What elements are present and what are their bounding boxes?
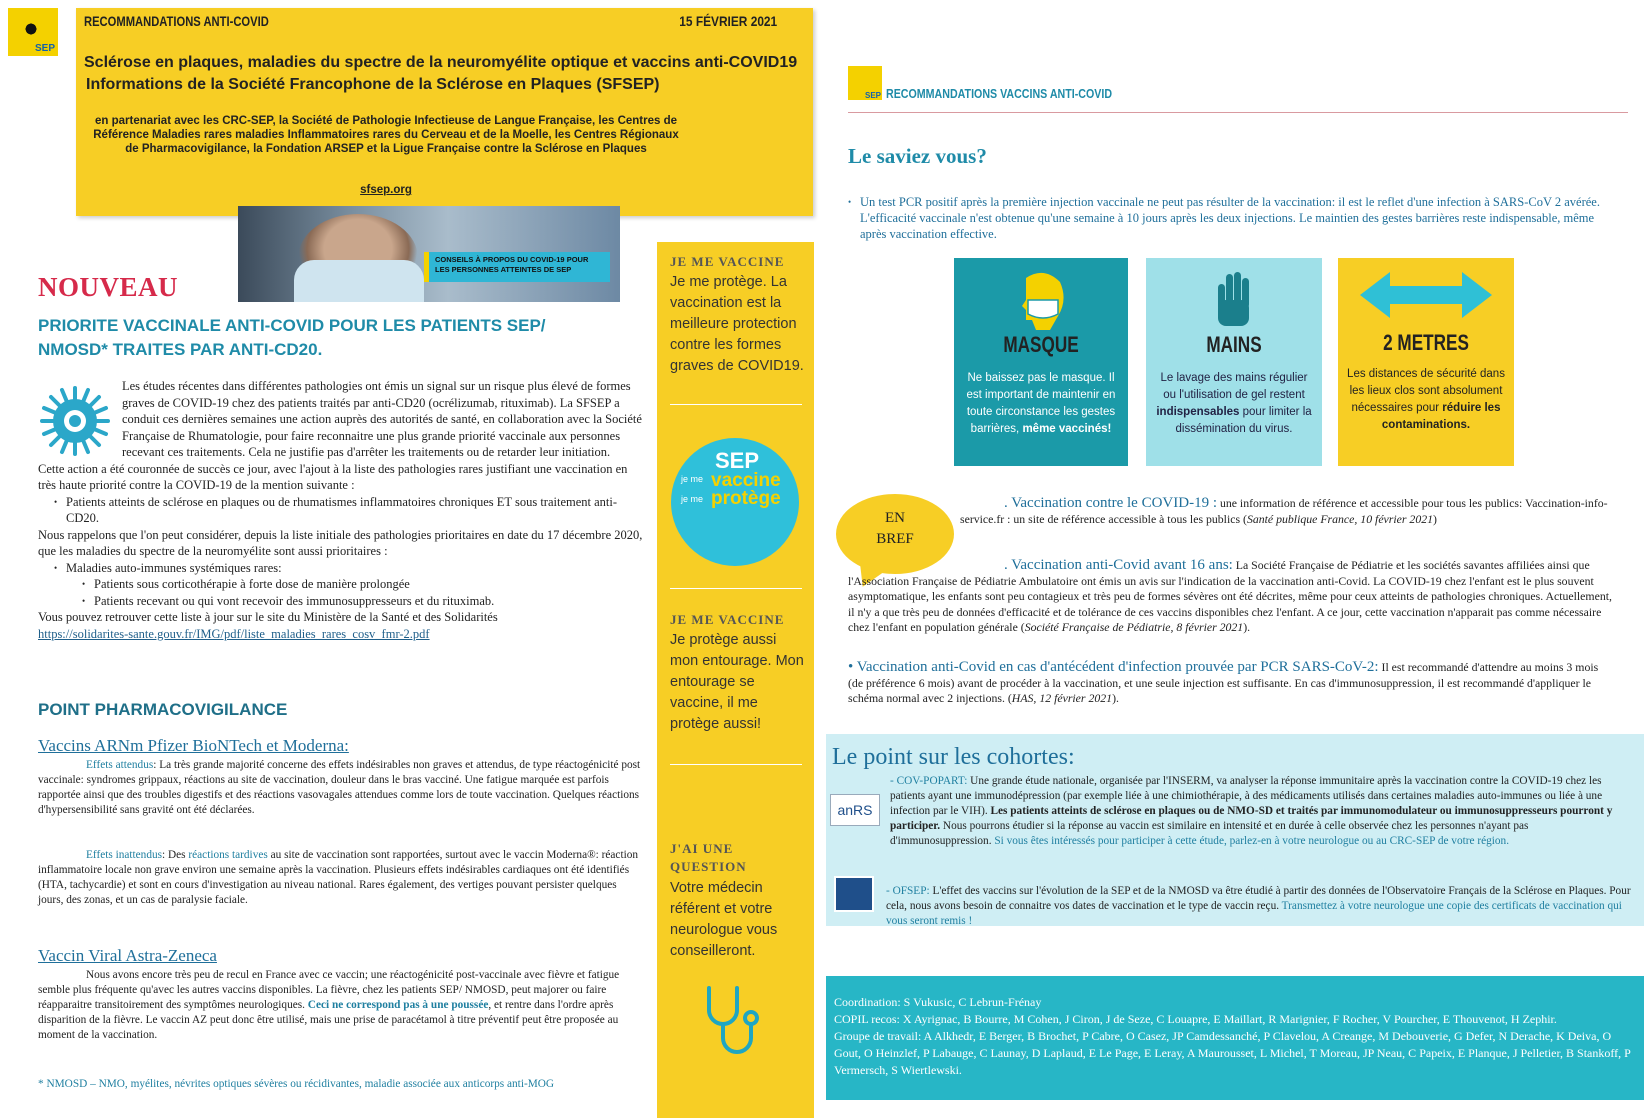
unexpected-text-a: : Des bbox=[162, 849, 189, 861]
az-title: Vaccin Viral Astra-Zeneca bbox=[38, 946, 217, 965]
footnote: * NMOSD – NMO, myélites, névrites optiques sévères ou récidivantes, maladie associée aux anticorps anti-MOG bbox=[38, 1078, 555, 1090]
sun-logo-icon bbox=[14, 12, 48, 46]
arnm-expected bbox=[38, 758, 643, 818]
card-masque bbox=[954, 258, 1128, 466]
saviez-title: Le saviez vous? bbox=[848, 144, 987, 168]
ofsep-text bbox=[886, 884, 1638, 929]
copil-line: COPIL recos: X Ayrignac, B Bourre, M Cohen, J Ciron, J de Seze, C Louapre, E Maillart, R Marignier, F Rocher, V Pourcher, E Thouvenot, H Zephir. bbox=[834, 1012, 1557, 1026]
card-desc-a: Les distances de sécurité dans les lieux clos sont absolument nécessaires pour bbox=[1347, 368, 1505, 414]
card-desc-masque bbox=[962, 370, 1120, 438]
az-text bbox=[38, 968, 643, 1043]
para-studies: Les études récentes dans différentes pathologies ont émis un signal sur un risque plus élevé de formes graves de COVID-19 chez des patients traités par anti-CD20 (ocrélizumab, rituximab). La SFSEP a conduit ces dernières semaines une action auprès des autorités de santé, en collaboration avec la Société Française de Rhumatologie, pour faire reconnaitre une plus grande priorité vaccinale aux personnes recevant ces traitements. Cela ne justifie pas d'arrêter les traitements ou de retarder leur initiation. bbox=[122, 379, 642, 459]
mask-face-icon bbox=[1010, 270, 1072, 332]
az-text-a: Nous avons encore très peu de recul en France avec ce vaccin; une réactogénicité post-vaccinale avec fièvre et fatigue semble plus fréquente qu'avec les autres vaccins disponibles. La fièvre, chez les patients SEP/ NMOSD, peut majorer ou faire réapparaitre transitoirement des symptômes neurologiques. bbox=[38, 969, 620, 1011]
sub-bullet-1: • Patients sous corticothérapie à forte dose de manière prolongée bbox=[80, 576, 643, 593]
para-list: Vous pouvez retrouver cette liste à jour sur le site du Ministère de la Santé et des Solidarités bbox=[38, 610, 498, 624]
card-desc-b: même vaccinés! bbox=[1022, 423, 1112, 435]
logo-text-small: SEP bbox=[864, 91, 881, 100]
bref-item-2: . Vaccination anti-Covid avant 16 ans: La Société Française de Pédiatrie et les sociétés savantes affiliées ainsi que l'Association Française de Pédiatrie Ambulatoire ont émis un avis sur l'indication de la vaccination anti-Covid. La COVID-19 chez l'enfant est le plus souvent asymptomatique, les enfants sont peu contagieux et très peu de formes sévères ont été décrites, même pour ceux atteints de pathologies chroniques. Actuellement, il n'y a que très peu de données d'efficacité et de tolérance de ces vaccins disponibles chez l'enfant. A ce jour, cette vaccination n'apparait pas comme nécessaire chez l'enfant en population générale (Société Française de Pédiatrie, 8 février 2021). bbox=[848, 557, 1612, 634]
card-desc-b: réduire les contaminations. bbox=[1381, 402, 1501, 431]
credits-box bbox=[826, 976, 1644, 1100]
bubble-line-2: BREF bbox=[876, 531, 914, 547]
bullet-sep: • Patients atteints de sclérose en plaques ou de rhumatismes inflammatoires chroniques ET sous traitement anti-CD20. bbox=[52, 494, 643, 527]
sidebar-column bbox=[657, 242, 814, 1118]
bref-1-source: Santé publique France, 10 février 2021 bbox=[1246, 511, 1434, 526]
card-title-2-metres: 2 METRES bbox=[1383, 330, 1469, 355]
card-desc-a: Le lavage des mains régulier ou l'utilisation de gel restent bbox=[1160, 372, 1308, 401]
cohort-title: Le point sur les cohortes: bbox=[832, 744, 1075, 770]
bref-item-3: • Vaccination anti-Covid en cas d'antécédent d'infection prouvée par PCR SARS-CoV-2: Il est recommandé d'attendre au moins 3 mois (de préférence 6 mois) avant de procéder à la vaccination, et une seule injection est suffisante. En cas d'immunosuppression, il est recommandé d'appliquer le schéma normal avec 2 injections. (HAS, 12 février 2021). bbox=[848, 659, 1599, 705]
bref-2-head: . Vaccination anti-Covid avant 16 ans: bbox=[1004, 557, 1233, 573]
pharma-title: POINT PHARMACOVIGILANCE bbox=[38, 700, 288, 719]
ofsep-label: - OFSEP: bbox=[886, 885, 930, 897]
cov-popart-text bbox=[890, 774, 1632, 849]
cov-popart-label: - COV-POPART: bbox=[890, 775, 968, 787]
header-label: RECOMMANDATIONS ANTI-COVID bbox=[84, 13, 269, 29]
para-success: Cette action a été couronnée de succès ce jour, avec l'ajout à la liste des pathologies rares justifiant une vaccination en très haute priorité contre la COVID-19 de la mention suivante : bbox=[38, 461, 628, 492]
doc-title: Sclérose en plaques, maladies du spectre de la neuromyélite optique et vaccins anti-COVID19 bbox=[84, 54, 798, 71]
cov-popart-b: Les patients atteints de sclérose en plaques ou de NMO-SD et traités par immunomodulateur ou immunosuppresseurs pourront y participer. bbox=[890, 805, 1613, 832]
bref-1-body: une information de référence et accessible pour tous les publics: Vaccination-info-service.fr : un site de référence accessible à tous les publics ( bbox=[960, 496, 1608, 526]
card-title-masque: MASQUE bbox=[1003, 332, 1079, 357]
arnm-unexpected bbox=[38, 848, 643, 908]
sidebar-text-1: Je me protège. La vaccination est la meilleure protection contre les formes graves de COVID19. bbox=[670, 274, 804, 374]
card-desc-a: Ne baissez pas le masque. Il est important de maintenir en toute circonstance les gestes barrières, bbox=[966, 372, 1116, 435]
header-date: 15 FÉVRIER 2021 bbox=[679, 13, 777, 29]
card-desc-c: pour limiter la dissémination du virus. bbox=[1175, 406, 1312, 435]
double-arrow-icon bbox=[1360, 272, 1492, 318]
sidebar-text-3: Votre médecin référent et votre neurologue vous conseilleront. bbox=[670, 880, 778, 959]
bubble-line-1: EN bbox=[885, 510, 905, 526]
cov-popart-c: Nous pourrons étudier si la réponse au vaccin est similaire en intensité et en durée à celle observée chez les personnes n'ayant pas d'immunosuppression. bbox=[890, 820, 1529, 847]
bref-3-head: • Vaccination anti-Covid en cas d'antécédent d'infection prouvée par PCR SARS-CoV-2: bbox=[848, 659, 1379, 675]
mask-image bbox=[294, 260, 424, 302]
bref-1-head: . Vaccination contre le COVID-19 : bbox=[1004, 495, 1217, 511]
bref-item-1: . Vaccination contre le COVID-19 : une information de référence et accessible pour tous les publics: Vaccination-info-service.fr : un site de référence accessible à tous les publics (Santé publique France, 10 février 2021) bbox=[960, 495, 1608, 526]
hand-icon bbox=[1214, 270, 1254, 330]
badge-vaccine: vaccine bbox=[711, 470, 781, 491]
divider bbox=[670, 404, 802, 405]
divider bbox=[670, 588, 802, 589]
priority-title: PRIORITE VACCINALE ANTI-COVID POUR LES PATIENTS SEP/ NMOSD* TRAITES PAR ANTI-CD20. bbox=[38, 316, 546, 359]
header-photo bbox=[238, 206, 620, 302]
priority-body bbox=[38, 378, 643, 642]
sfsep-logo bbox=[8, 8, 58, 56]
card-mains bbox=[1146, 258, 1322, 466]
ofsep-a: L'effet des vaccins sur l'évolution de la SEP et de la NMOSD va être étudié à partir des données de l'Observatoire Français de la Sclérose en Plaques. Pour cela, nous avons besoin de connaitre vos dates de vaccination et le type de vaccin reçu. bbox=[886, 885, 1631, 912]
bref-2-source: Société Française de Pédiatrie, 8 février 2021 bbox=[1024, 620, 1244, 634]
nouveau-heading: NOUVEAU bbox=[38, 272, 179, 302]
badge-protege: protège bbox=[711, 488, 781, 509]
partners-text: en partenariat avec les CRC-SEP, la Société de Pathologie Infectieuse de Langue Française, les Centres de Référence Maladies rares maladies Inflammatoires rares du Cerveau et de la Moelle, les Centres Régionaux de Pharmacovigilance, la Fondation ARSEP et la Ligue Française contre la Sclérose en Plaques bbox=[93, 115, 679, 155]
ofsep-b: Transmettez à votre neurologue une copie des certificats de vaccination qui vous seront remis ! bbox=[886, 900, 1622, 927]
anrs-logo: anRS bbox=[830, 794, 880, 826]
card-2-metres bbox=[1338, 258, 1514, 466]
badge-sep: SEP bbox=[715, 448, 760, 473]
az-highlight: Ceci ne correspond pas à une poussée bbox=[307, 999, 489, 1011]
working-group-line: Groupe de travail: A Alkhedr, E Berger, B Brochet, P Cabre, O Casez, JP Camdessanché, P Clavelou, A Creange, M Debouverie, G Defer, N Derache, K Deiva, O Gout, O Heinzlef, P Labauge, C Launay, D Laplaud, E Le Page, E Leray, A Maurousset, L Michel, T Moreau, JP Neau, C Papeix, E Planque, J Pelletier, B Stankoff, P Vermersch, S Wiertlewski. bbox=[834, 1029, 1631, 1077]
late-reactions-text: réactions tardives bbox=[188, 849, 268, 861]
sidebar-heading-3: J'AI UNE QUESTION bbox=[670, 841, 747, 874]
pcr-text: • Un test PCR positif après la première injection vaccinale ne peut pas résulter de la vaccination: il est le reflet d'une infection à SARS-CoV 2 avérée. L'efficacité vaccinale n'est obtenue qu'une semaine à 10 jours après les deux injections. Le maintien des gestes barrières reste indispensable, même après vaccination effective. bbox=[848, 194, 1608, 242]
sep-vaccine-badge bbox=[671, 438, 799, 566]
stethoscope-icon bbox=[697, 982, 777, 1062]
card-desc-mains bbox=[1154, 370, 1314, 438]
expected-label: Effets attendus bbox=[86, 759, 154, 771]
cohort-section bbox=[826, 734, 1644, 926]
unexpected-label: Effets inattendus bbox=[86, 849, 163, 861]
site-link[interactable]: sfsep.org bbox=[360, 184, 412, 196]
cov-popart-a: Une grande étude nationale, organisée par l'INSERM, va analyser la réponse immunitaire après la vaccination contre la COVID-19 chez les patients ayant une immunodépression (par exemple liée à une chimiothérapie, à des médicaments utilisés dans certaines maladies auto-immunes ou liée à une infection par le VIH). bbox=[890, 775, 1603, 817]
sub-bullet-2: • Patients recevant ou qui vont recevoir des immunosuppresseurs et du rituximab. bbox=[80, 593, 643, 610]
sidebar-heading-1: JE ME VACCINE bbox=[670, 254, 785, 269]
cov-popart-d: Si vous êtes intéressés pour participer à cette étude, parlez-en à votre neurologue ou au CRC-SEP de votre région. bbox=[994, 835, 1510, 847]
doc-subtitle: Informations de la Société Francophone de la Sclérose en Plaques (SFSEP) bbox=[86, 76, 660, 93]
expected-text: : La très grande majorité concerne des effets indésirables non graves et attendus, de type réactogénicité post vaccinale: syndromes grippaux, réactions au site de vaccination, douleur dans le bras vacciné. Une fatigue marquée est parfois rapportée ainsi que des troubles digestifs et des réactions vasovagales attendues comme lors de toute vaccination. Quelques réactions d'hypersensibilité sans gravité ont été déclarées. bbox=[38, 759, 641, 816]
list-url-link[interactable]: https://solidarites-sante.gouv.fr/IMG/pdf/liste_maladies_rares_cosv_fmr-2.pdf bbox=[38, 626, 430, 641]
right-header-label: RECOMMANDATIONS VACCINS ANTI-COVID bbox=[886, 86, 1113, 101]
bref-3-source: HAS, 12 février 2021 bbox=[1011, 691, 1113, 705]
az-text-b: , et rentre dans l'ordre après disparition de la fièvre. Le vaccin AZ peut donc être utilisé, mais une prise de paracétamol à titre préventif peut être proposée au moment de la vaccination. bbox=[38, 999, 619, 1041]
sidebar-text-2: Je protège aussi mon entourage. Mon entourage se vaccine, il me protège aussi! bbox=[670, 632, 804, 732]
bref-2-body: La Société Française de Pédiatrie et les sociétés savantes affiliées ainsi que l'Association Française de Pédiatrie Ambulatoire ont émis un avis sur l'indication de la vaccination anti-Covid. La COVID-19 chez l'enfant est le plus souvent asymptomatique, les enfants sont peu contagieux et très peu de formes sévères ont été décrites, même pour ceux atteints de pathologies chroniques. Actuellement, il n'y a que très peu de données d'efficacité et de tolérance de ces vaccins disponibles chez l'enfant. A ce jour, cette vaccination n'apparait pas comme nécessaire chez l'enfant en population générale ( bbox=[848, 558, 1612, 634]
logo-text: SEP bbox=[34, 43, 55, 54]
card-title-mains: MAINS bbox=[1206, 332, 1262, 357]
arnm-title: Vaccins ARNm Pfizer BioNTech et Moderna: bbox=[38, 736, 349, 755]
divider bbox=[670, 764, 802, 765]
coordination-line: Coordination: S Vukusic, C Lebrun-Frénay bbox=[834, 995, 1042, 1009]
header-box bbox=[76, 8, 813, 216]
card-desc-2-metres bbox=[1346, 366, 1506, 434]
para-recall: Nous rappelons que l'on peut considérer, depuis la liste initiale des pathologies prioritaires en date du 17 décembre 2020, que les maladies du spectre de la neuromyélite sont aussi prioritaires : bbox=[38, 527, 643, 558]
sfsep-logo-small bbox=[848, 66, 882, 100]
bullet-auto: • Maladies auto-immunes systémiques rares: bbox=[52, 560, 643, 577]
sidebar-heading-2: JE ME VACCINE bbox=[670, 612, 785, 627]
badge-je-me-2: je me bbox=[681, 494, 704, 504]
card-desc-b: indispensables bbox=[1156, 406, 1240, 418]
unexpected-text-b: au site de vaccination sont rapportées, surtout avec le vaccin Moderna®: réaction inflammatoire locale non grave environ une semaine après la vaccination. Plusieurs effets indésirables cardiaques ont été identifiés (HTA, tachycardie) et sont en cours d'investigation au niveau national. Rares également, des vertiges pouvant persister quelques jours, des zonas, et un cas de paralysie faciale. bbox=[38, 849, 639, 906]
header-rule bbox=[848, 112, 1628, 113]
badge-je-me-1: je me bbox=[681, 474, 704, 484]
ofsep-logo bbox=[834, 876, 874, 912]
photo-banner: CONSEILS À PROPOS DU COVID-19 POUR LES PERSONNES ATTEINTES DE SEP bbox=[424, 252, 610, 282]
bref-3-body: Il est recommandé d'attendre au moins 3 mois (de préférence 6 mois) avant de procéder à la vaccination, et une seule injection est suffisante. En cas d'immunosuppression, il est recommandé d'appliquer le schéma normal avec 2 injections. ( bbox=[848, 660, 1599, 705]
